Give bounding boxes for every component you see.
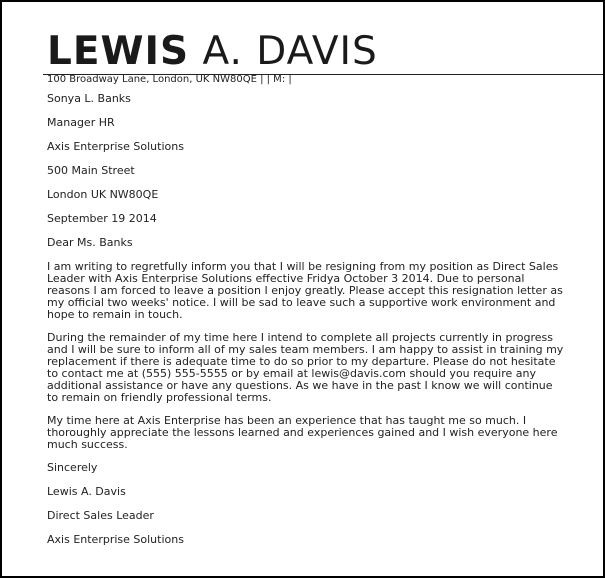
signature-company: Axis Enterprise Solutions <box>47 533 184 546</box>
sender-name <box>47 30 378 74</box>
closing: Sincerely <box>47 461 98 474</box>
recipient-city: London UK NW80QE <box>47 188 159 201</box>
recipient-company: Axis Enterprise Solutions <box>47 140 184 153</box>
letterhead <box>47 30 378 74</box>
sender-first-name: LEWIS <box>47 29 190 74</box>
letter-body <box>47 93 567 558</box>
recipient-name: Sonya L. Banks <box>47 92 131 105</box>
sender-last-name: A. DAVIS <box>202 29 378 74</box>
paragraph-1: I am writing to regretfully inform you that I will be resigning from my position as Direct Sales Leader with Axis Enterprise Solutions effective Fridya October 3 2014. Due to personal reasons I am forced to leave a position I enjoy greatly. Please accept this resignation letter as my official two weeks' notice. I will be sad to leave such a supportive work environment and hope to remain in touch. <box>47 260 563 321</box>
recipient-street: 500 Main Street <box>47 164 135 177</box>
signature-title: Direct Sales Leader <box>47 509 154 522</box>
paragraph-3: My time here at Axis Enterprise has been an experience that has taught me so much. I thoroughly appreciate the lessons learned and experiences gained and I wish everyone here much success. <box>47 414 558 451</box>
paragraph-2: During the remainder of my time here I intend to complete all projects currently in progress and I will be sure to inform all of my sales team members. I am happy to assist in training my replacement if there is adequate time to do so prior to my departure. Please do not hesitate to contact me at (555) 555-5555 or by email at lewis@davis.com should you require any additional assistance or have any questions. As we have in the past I know we will continue to remain on friendly professional terms. <box>47 331 564 404</box>
signature-name: Lewis A. Davis <box>47 485 126 498</box>
recipient-title: Manager HR <box>47 116 115 129</box>
letter-date: September 19 2014 <box>47 212 157 225</box>
sender-contact-line: 100 Broadway Lane, London, UK NW80QE | | M: | <box>47 74 292 85</box>
salutation: Dear Ms. Banks <box>47 236 133 249</box>
